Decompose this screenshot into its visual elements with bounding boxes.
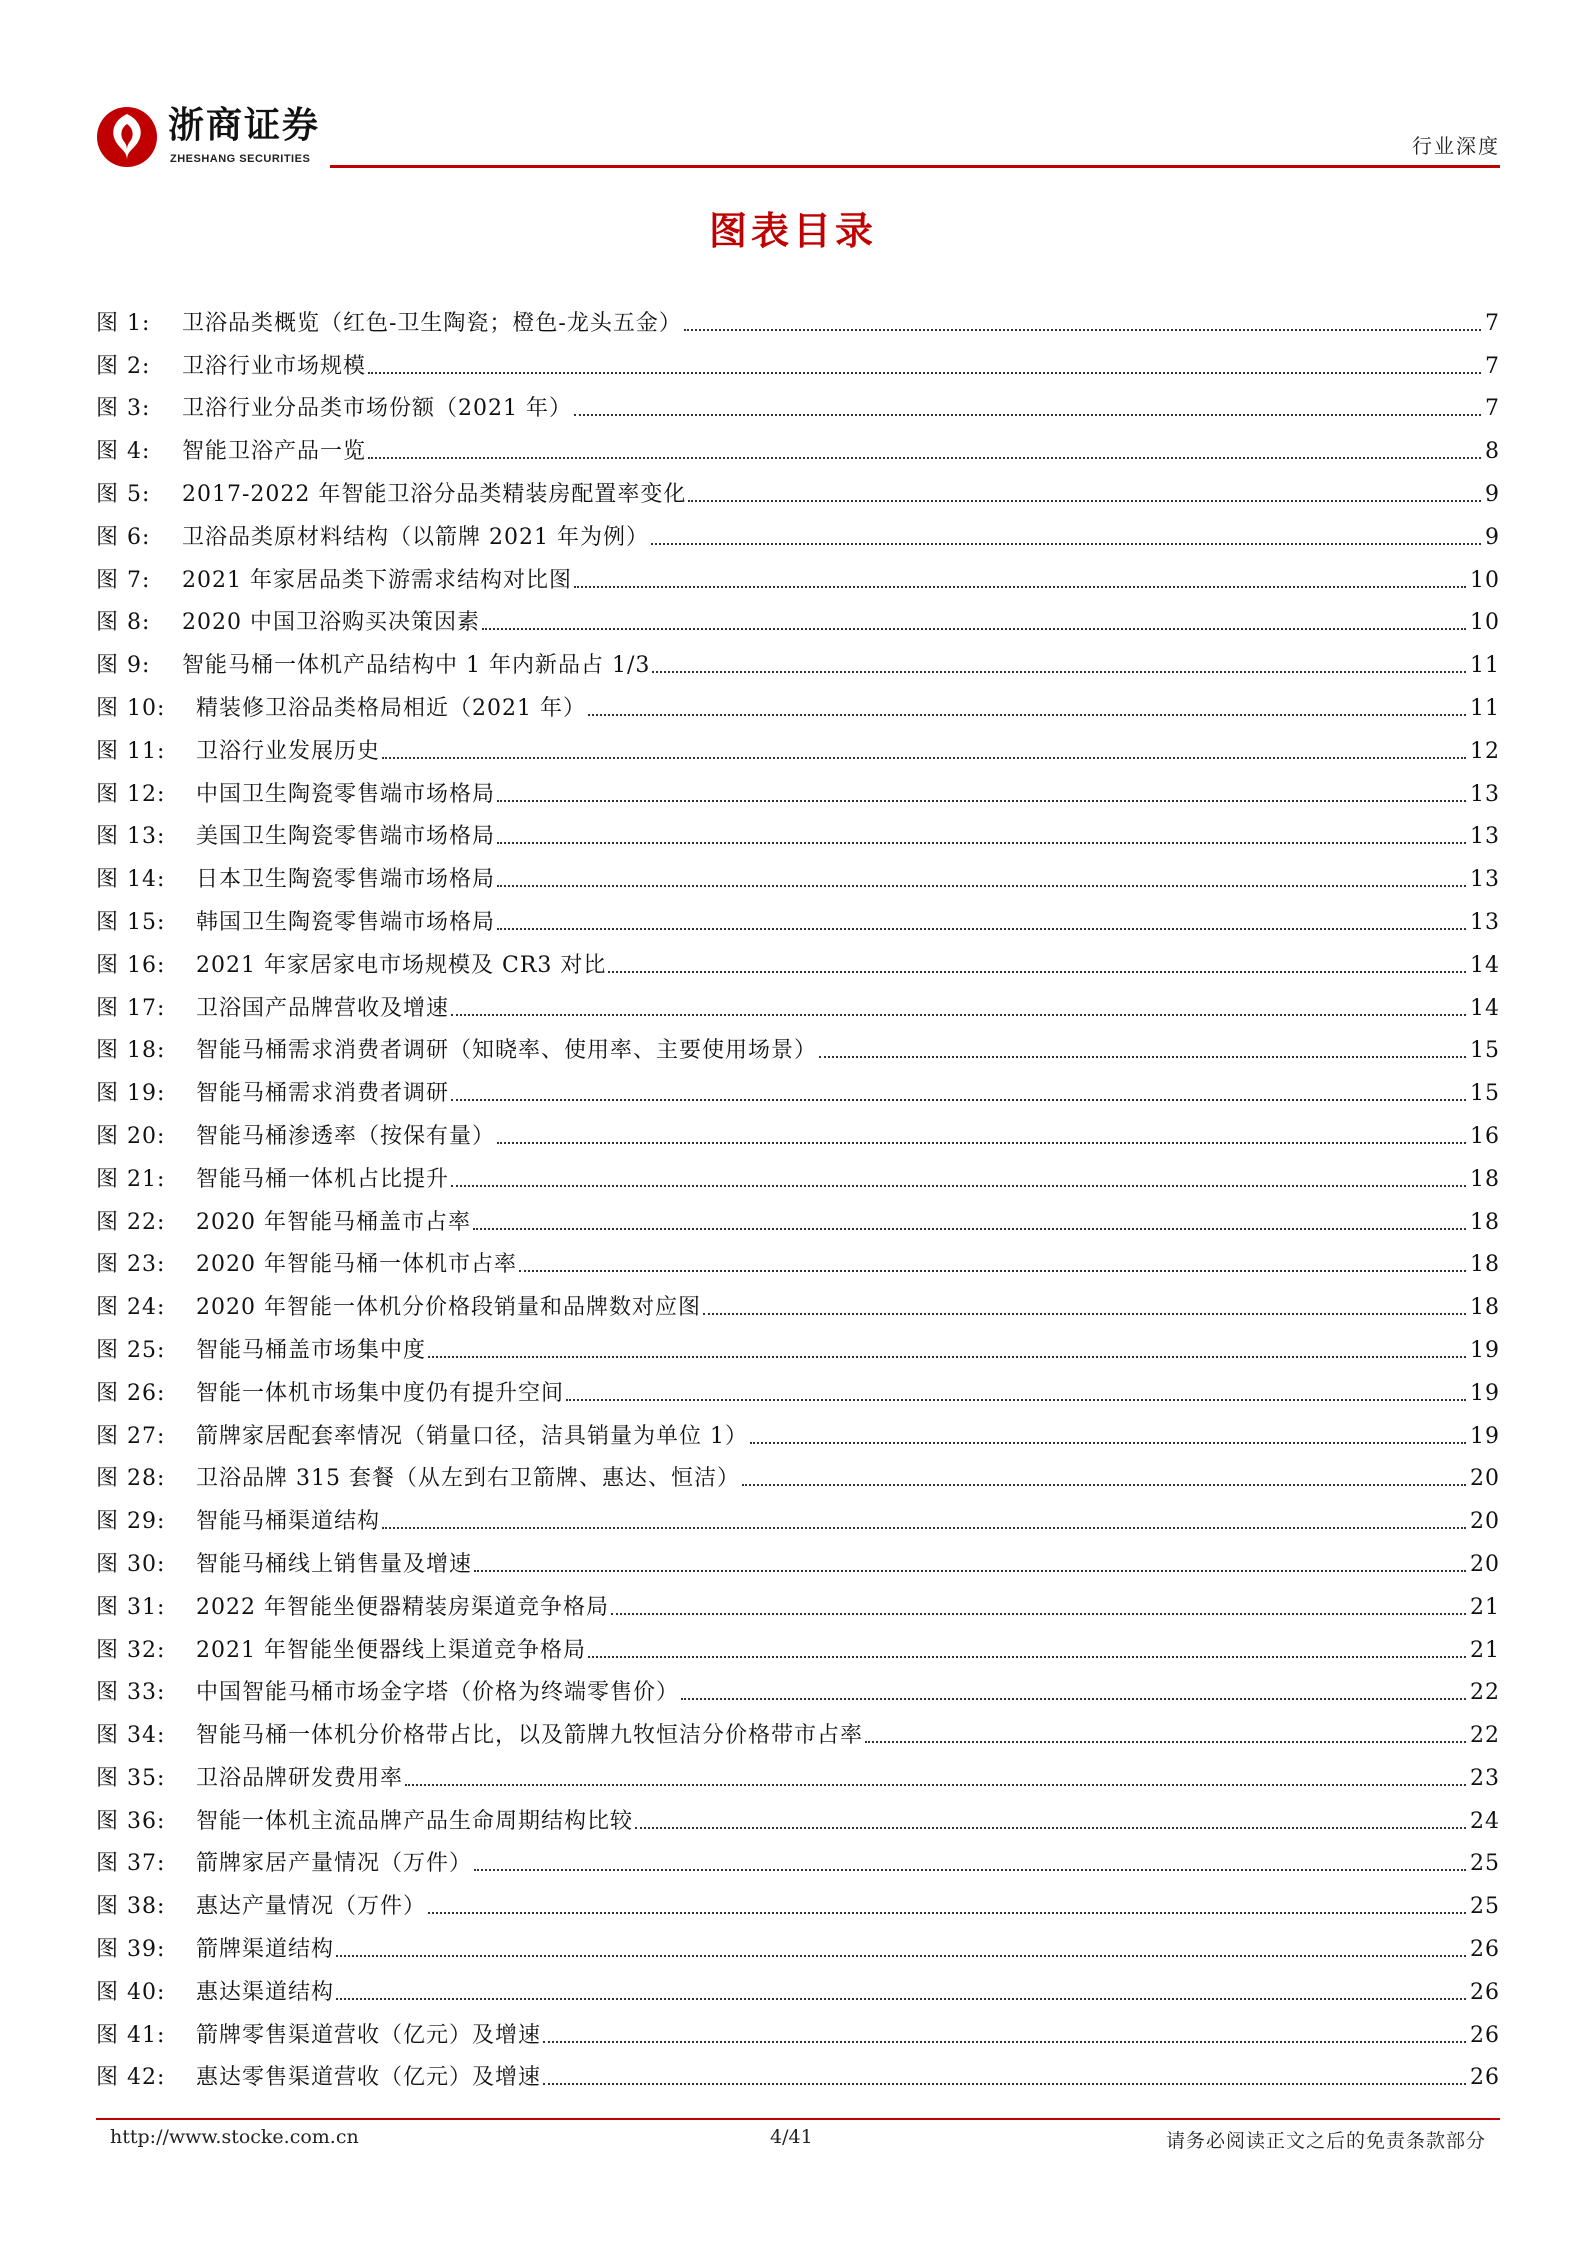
- figure-number: 图 42:: [96, 2065, 166, 2091]
- figure-page-number: 11: [1470, 695, 1500, 721]
- figure-page-number: 8: [1485, 439, 1500, 465]
- dot-leader: [497, 885, 1466, 887]
- dot-leader: [428, 1356, 1466, 1358]
- figure-page-number: 18: [1470, 1166, 1500, 1192]
- figure-caption: 智能马桶线上销售量及增速: [196, 1551, 473, 1577]
- toc-entry[interactable]: [96, 1407, 1500, 1450]
- figure-number: 图 18:: [96, 1038, 166, 1064]
- figure-caption: 箭牌零售渠道营收（亿元）及增速: [196, 2022, 542, 2048]
- toc-entry[interactable]: [96, 2049, 1500, 2092]
- dot-leader: [382, 1527, 1466, 1529]
- figure-number: 图 3:: [96, 396, 151, 422]
- figure-caption: 智能马桶一体机产品结构中 1 年内新品占 1/3: [182, 653, 651, 679]
- dot-leader: [474, 1869, 1466, 1871]
- figure-number: 图 28:: [96, 1466, 166, 1492]
- dot-leader: [451, 1099, 1466, 1101]
- figure-page-number: 13: [1470, 909, 1500, 935]
- figure-number: 图 7:: [96, 567, 151, 593]
- dot-leader: [742, 1484, 1466, 1486]
- toc-entry[interactable]: [96, 1578, 1500, 1621]
- figure-number: 图 2:: [96, 353, 151, 379]
- figure-page-number: 18: [1470, 1209, 1500, 1235]
- toc-entry[interactable]: [96, 1236, 1500, 1279]
- figure-caption: 2020 年智能一体机分价格段销量和品牌数对应图: [196, 1295, 701, 1321]
- dot-leader: [574, 414, 1481, 416]
- toc-entry[interactable]: [96, 893, 1500, 936]
- dot-leader: [497, 928, 1466, 930]
- dot-leader: [497, 1142, 1466, 1144]
- toc-entry[interactable]: [96, 1193, 1500, 1236]
- figure-caption: 卫浴行业市场规模: [182, 353, 367, 379]
- figure-page-number: 10: [1470, 567, 1500, 593]
- disclaimer-note: 请务必阅读正文之后的免责条款部分: [1165, 2130, 1486, 2152]
- figure-caption: 惠达渠道结构: [196, 1979, 335, 2005]
- dot-leader: [368, 457, 1481, 459]
- figure-page-number: 9: [1485, 524, 1500, 550]
- figure-caption: 卫浴行业分品类市场份额（2021 年）: [182, 396, 572, 422]
- figure-number: 图 29:: [96, 1509, 166, 1535]
- figure-number: 图 11:: [96, 738, 166, 764]
- figure-page-number: 10: [1470, 610, 1500, 636]
- toc-entry[interactable]: [96, 1022, 1500, 1065]
- figure-caption: 精装修卫浴品类格局相近（2021 年）: [196, 695, 586, 721]
- dot-leader: [865, 1741, 1466, 1743]
- figure-caption: 智能马桶渠道结构: [196, 1509, 381, 1535]
- figure-number: 图 24:: [96, 1295, 166, 1321]
- figure-page-number: 9: [1485, 481, 1500, 507]
- figure-number: 图 30:: [96, 1551, 166, 1577]
- figure-page-number: 22: [1470, 1680, 1500, 1706]
- figure-number: 图 12:: [96, 781, 166, 807]
- figure-number: 图 13:: [96, 824, 166, 850]
- dot-leader: [611, 1613, 1466, 1615]
- dot-leader: [574, 586, 1466, 588]
- figure-number: 图 15:: [96, 909, 166, 935]
- figure-page-number: 14: [1470, 995, 1500, 1021]
- figure-page-number: 18: [1470, 1252, 1500, 1278]
- figure-page-number: 19: [1470, 1423, 1500, 1449]
- toc-entry[interactable]: [96, 1664, 1500, 1707]
- page-number: 4/41: [770, 2126, 813, 2148]
- toc-entry[interactable]: [96, 1621, 1500, 1664]
- figure-number: 图 10:: [96, 695, 166, 721]
- figure-caption: 箭牌家居配套率情况（销量口径，洁具销量为单位 1）: [196, 1423, 748, 1449]
- figure-caption: 卫浴品牌 315 套餐（从左到右卫箭牌、惠达、恒洁）: [196, 1466, 740, 1492]
- toc-entry[interactable]: [96, 1963, 1500, 2006]
- figure-page-number: 12: [1470, 738, 1500, 764]
- figure-page-number: 25: [1470, 1894, 1500, 1920]
- figure-page-number: 18: [1470, 1295, 1500, 1321]
- dot-leader: [703, 1313, 1466, 1315]
- figure-number: 图 14:: [96, 867, 166, 893]
- figure-page-number: 11: [1470, 653, 1500, 679]
- figure-number: 图 33:: [96, 1680, 166, 1706]
- toc-entry[interactable]: [96, 636, 1500, 679]
- toc-entry[interactable]: [96, 1535, 1500, 1578]
- figure-caption: 2017-2022 年智能卫浴分品类精装房配置率变化: [182, 481, 687, 507]
- toc-entry[interactable]: [96, 1450, 1500, 1493]
- toc-entry[interactable]: [96, 850, 1500, 893]
- figure-page-number: 20: [1470, 1466, 1500, 1492]
- figure-page-number: 16: [1470, 1123, 1500, 1149]
- brand-name-cn: 浙商证券: [168, 105, 321, 146]
- figure-number: 图 39:: [96, 1937, 166, 1963]
- dot-leader: [451, 1014, 1466, 1016]
- dot-leader: [651, 543, 1481, 545]
- dot-leader: [635, 1827, 1466, 1829]
- figure-page-number: 22: [1470, 1723, 1500, 1749]
- figure-caption: 智能一体机市场集中度仍有提升空间: [196, 1380, 565, 1406]
- footer-divider: [96, 2118, 1500, 2120]
- dot-leader: [473, 1228, 1466, 1230]
- figure-number: 图 26:: [96, 1380, 166, 1406]
- zheshang-logo-icon: [96, 106, 158, 168]
- figure-number: 图 4:: [96, 439, 151, 465]
- figure-page-number: 7: [1485, 396, 1500, 422]
- figure-page-number: 15: [1470, 1081, 1500, 1107]
- figure-caption: 智能马桶需求消费者调研: [196, 1081, 450, 1107]
- dot-leader: [519, 1270, 1466, 1272]
- figure-page-number: 20: [1470, 1509, 1500, 1535]
- figure-number: 图 9:: [96, 653, 151, 679]
- toc-entry[interactable]: [96, 551, 1500, 594]
- toc-entry[interactable]: [96, 508, 1500, 551]
- toc-entry[interactable]: [96, 1492, 1500, 1535]
- figure-number: 图 19:: [96, 1081, 166, 1107]
- dot-leader: [543, 2083, 1466, 2085]
- toc-entry[interactable]: [96, 1877, 1500, 1920]
- figure-number: 图 5:: [96, 481, 151, 507]
- figure-number: 图 32:: [96, 1637, 166, 1663]
- figure-page-number: 19: [1470, 1337, 1500, 1363]
- figure-caption: 卫浴品类概览（红色-卫生陶瓷；橙色-龙头五金）: [182, 310, 682, 336]
- figure-number: 图 41:: [96, 2022, 166, 2048]
- dot-leader: [684, 329, 1481, 331]
- figure-number: 图 40:: [96, 1979, 166, 2005]
- figure-page-number: 26: [1470, 1979, 1500, 2005]
- toc-entry[interactable]: [96, 2006, 1500, 2049]
- toc-entry[interactable]: [96, 422, 1500, 465]
- toc-entry[interactable]: [96, 1792, 1500, 1835]
- figure-number: 图 38:: [96, 1894, 166, 1920]
- figure-page-number: 23: [1470, 1765, 1500, 1791]
- figure-number: 图 27:: [96, 1423, 166, 1449]
- dot-leader: [566, 1399, 1466, 1401]
- figure-number: 图 8:: [96, 610, 151, 636]
- figure-caption: 智能马桶盖市场集中度: [196, 1337, 427, 1363]
- toc-entry[interactable]: [96, 465, 1500, 508]
- toc-entry[interactable]: [96, 1150, 1500, 1193]
- figure-caption: 箭牌家居产量情况（万件）: [196, 1851, 473, 1877]
- figure-page-number: 7: [1485, 353, 1500, 379]
- figure-page-number: 26: [1470, 1937, 1500, 1963]
- dot-leader: [497, 800, 1466, 802]
- figure-page-number: 26: [1470, 2065, 1500, 2091]
- header-divider: [330, 165, 1500, 168]
- toc-entry[interactable]: [96, 936, 1500, 979]
- figure-page-number: 20: [1470, 1551, 1500, 1577]
- dot-leader: [336, 1998, 1466, 2000]
- figure-caption: 惠达零售渠道营收（亿元）及增速: [196, 2065, 542, 2091]
- figure-caption: 惠达产量情况（万件）: [196, 1894, 427, 1920]
- figure-page-number: 13: [1470, 824, 1500, 850]
- dot-leader: [336, 1955, 1466, 1957]
- figure-caption: 中国卫生陶瓷零售端市场格局: [196, 781, 496, 807]
- dot-leader: [497, 842, 1466, 844]
- dot-leader: [428, 1912, 1466, 1914]
- dot-leader: [688, 500, 1481, 502]
- figure-page-number: 7: [1485, 310, 1500, 336]
- figure-caption: 2021 年家居品类下游需求结构对比图: [182, 567, 572, 593]
- figure-number: 图 6:: [96, 524, 151, 550]
- figure-caption: 2022 年智能坐便器精装房渠道竞争格局: [196, 1594, 609, 1620]
- figure-number: 图 21:: [96, 1166, 166, 1192]
- toc-entry[interactable]: [96, 294, 1500, 337]
- figure-caption: 卫浴行业发展历史: [196, 738, 381, 764]
- figure-number: 图 22:: [96, 1209, 166, 1235]
- toc-entry[interactable]: [96, 1064, 1500, 1107]
- brand-name-en: ZHESHANG SECURITIES: [170, 153, 311, 165]
- dot-leader: [588, 1656, 1466, 1658]
- figure-page-number: 24: [1470, 1808, 1500, 1834]
- dot-leader: [750, 1442, 1466, 1444]
- toc-entry[interactable]: [96, 979, 1500, 1022]
- toc-entry[interactable]: [96, 1107, 1500, 1150]
- figure-caption: 箭牌渠道结构: [196, 1937, 335, 1963]
- figure-page-number: 13: [1470, 781, 1500, 807]
- figure-caption: 日本卫生陶瓷零售端市场格局: [196, 867, 496, 893]
- toc-entry[interactable]: [96, 1278, 1500, 1321]
- toc-entry[interactable]: [96, 765, 1500, 808]
- dot-leader: [652, 671, 1466, 673]
- figure-caption: 中国智能马桶市场金字塔（价格为终端零售价）: [196, 1680, 680, 1706]
- dot-leader: [588, 714, 1466, 716]
- figure-page-number: 21: [1470, 1594, 1500, 1620]
- figure-page-number: 15: [1470, 1038, 1500, 1064]
- figure-number: 图 34:: [96, 1723, 166, 1749]
- toc-entry[interactable]: [96, 1364, 1500, 1407]
- toc-entry[interactable]: [96, 808, 1500, 851]
- dot-leader: [474, 1570, 1466, 1572]
- figure-caption: 智能马桶需求消费者调研（知晓率、使用率、主要使用场景）: [196, 1038, 818, 1064]
- figure-caption: 韩国卫生陶瓷零售端市场格局: [196, 909, 496, 935]
- figure-number: 图 20:: [96, 1123, 166, 1149]
- figure-list: [96, 294, 1500, 2091]
- figure-caption: 智能马桶一体机分价格带占比，以及箭牌九牧恒洁分价格带市占率: [196, 1723, 864, 1749]
- figure-caption: 智能马桶一体机占比提升: [196, 1166, 450, 1192]
- dot-leader: [368, 372, 1481, 374]
- figure-page-number: 25: [1470, 1851, 1500, 1877]
- page-title: 图表目录: [708, 209, 877, 253]
- toc-entry[interactable]: [96, 380, 1500, 423]
- dot-leader: [608, 971, 1466, 973]
- figure-caption: 2021 年智能坐便器线上渠道竞争格局: [196, 1637, 586, 1663]
- figure-number: 图 36:: [96, 1808, 166, 1834]
- dot-leader: [819, 1056, 1466, 1058]
- figure-caption: 美国卫生陶瓷零售端市场格局: [196, 824, 496, 850]
- footer-url[interactable]: http://www.stocke.com.cn: [110, 2126, 359, 2148]
- figure-page-number: 13: [1470, 867, 1500, 893]
- figure-number: 图 35:: [96, 1765, 166, 1791]
- dot-leader: [451, 1185, 1466, 1187]
- toc-entry[interactable]: [96, 594, 1500, 637]
- figure-caption: 卫浴国产品牌营收及增速: [196, 995, 450, 1021]
- figure-page-number: 21: [1470, 1637, 1500, 1663]
- toc-entry[interactable]: [96, 1321, 1500, 1364]
- dot-leader: [482, 628, 1466, 630]
- toc-entry[interactable]: [96, 1835, 1500, 1878]
- figure-caption: 智能卫浴产品一览: [182, 439, 367, 465]
- figure-number: 图 37:: [96, 1851, 166, 1877]
- figure-caption: 2020 年智能马桶盖市占率: [196, 1209, 471, 1235]
- figure-caption: 智能一体机主流品牌产品生命周期结构比较: [196, 1808, 634, 1834]
- figure-number: 图 23:: [96, 1252, 166, 1278]
- figure-caption: 卫浴品类原材料结构（以箭牌 2021 年为例）: [182, 524, 649, 550]
- figure-number: 图 31:: [96, 1594, 166, 1620]
- figure-page-number: 26: [1470, 2022, 1500, 2048]
- figure-number: 图 17:: [96, 995, 166, 1021]
- dot-leader: [382, 757, 1466, 759]
- figure-caption: 卫浴品牌研发费用率: [196, 1765, 404, 1791]
- toc-entry[interactable]: [96, 1749, 1500, 1792]
- figure-caption: 2021 年家居家电市场规模及 CR3 对比: [196, 952, 607, 978]
- dot-leader: [543, 2041, 1466, 2043]
- figure-caption: 2020 年智能马桶一体机市占率: [196, 1252, 517, 1278]
- toc-entry[interactable]: [96, 679, 1500, 722]
- figure-caption: 智能马桶渗透率（按保有量）: [196, 1123, 496, 1149]
- figure-page-number: 14: [1470, 952, 1500, 978]
- dot-leader: [405, 1784, 1466, 1786]
- figure-number: 图 1:: [96, 310, 151, 336]
- dot-leader: [681, 1698, 1466, 1700]
- report-type: 行业深度: [1412, 134, 1500, 158]
- figure-page-number: 19: [1470, 1380, 1500, 1406]
- toc-entry[interactable]: [96, 722, 1500, 765]
- figure-number: 图 16:: [96, 952, 166, 978]
- toc-entry[interactable]: [96, 337, 1500, 380]
- toc-entry[interactable]: [96, 1706, 1500, 1749]
- figure-caption: 2020 中国卫浴购买决策因素: [182, 610, 480, 636]
- toc-entry[interactable]: [96, 1920, 1500, 1963]
- brand-logo: [96, 102, 356, 172]
- figure-number: 图 25:: [96, 1337, 166, 1363]
